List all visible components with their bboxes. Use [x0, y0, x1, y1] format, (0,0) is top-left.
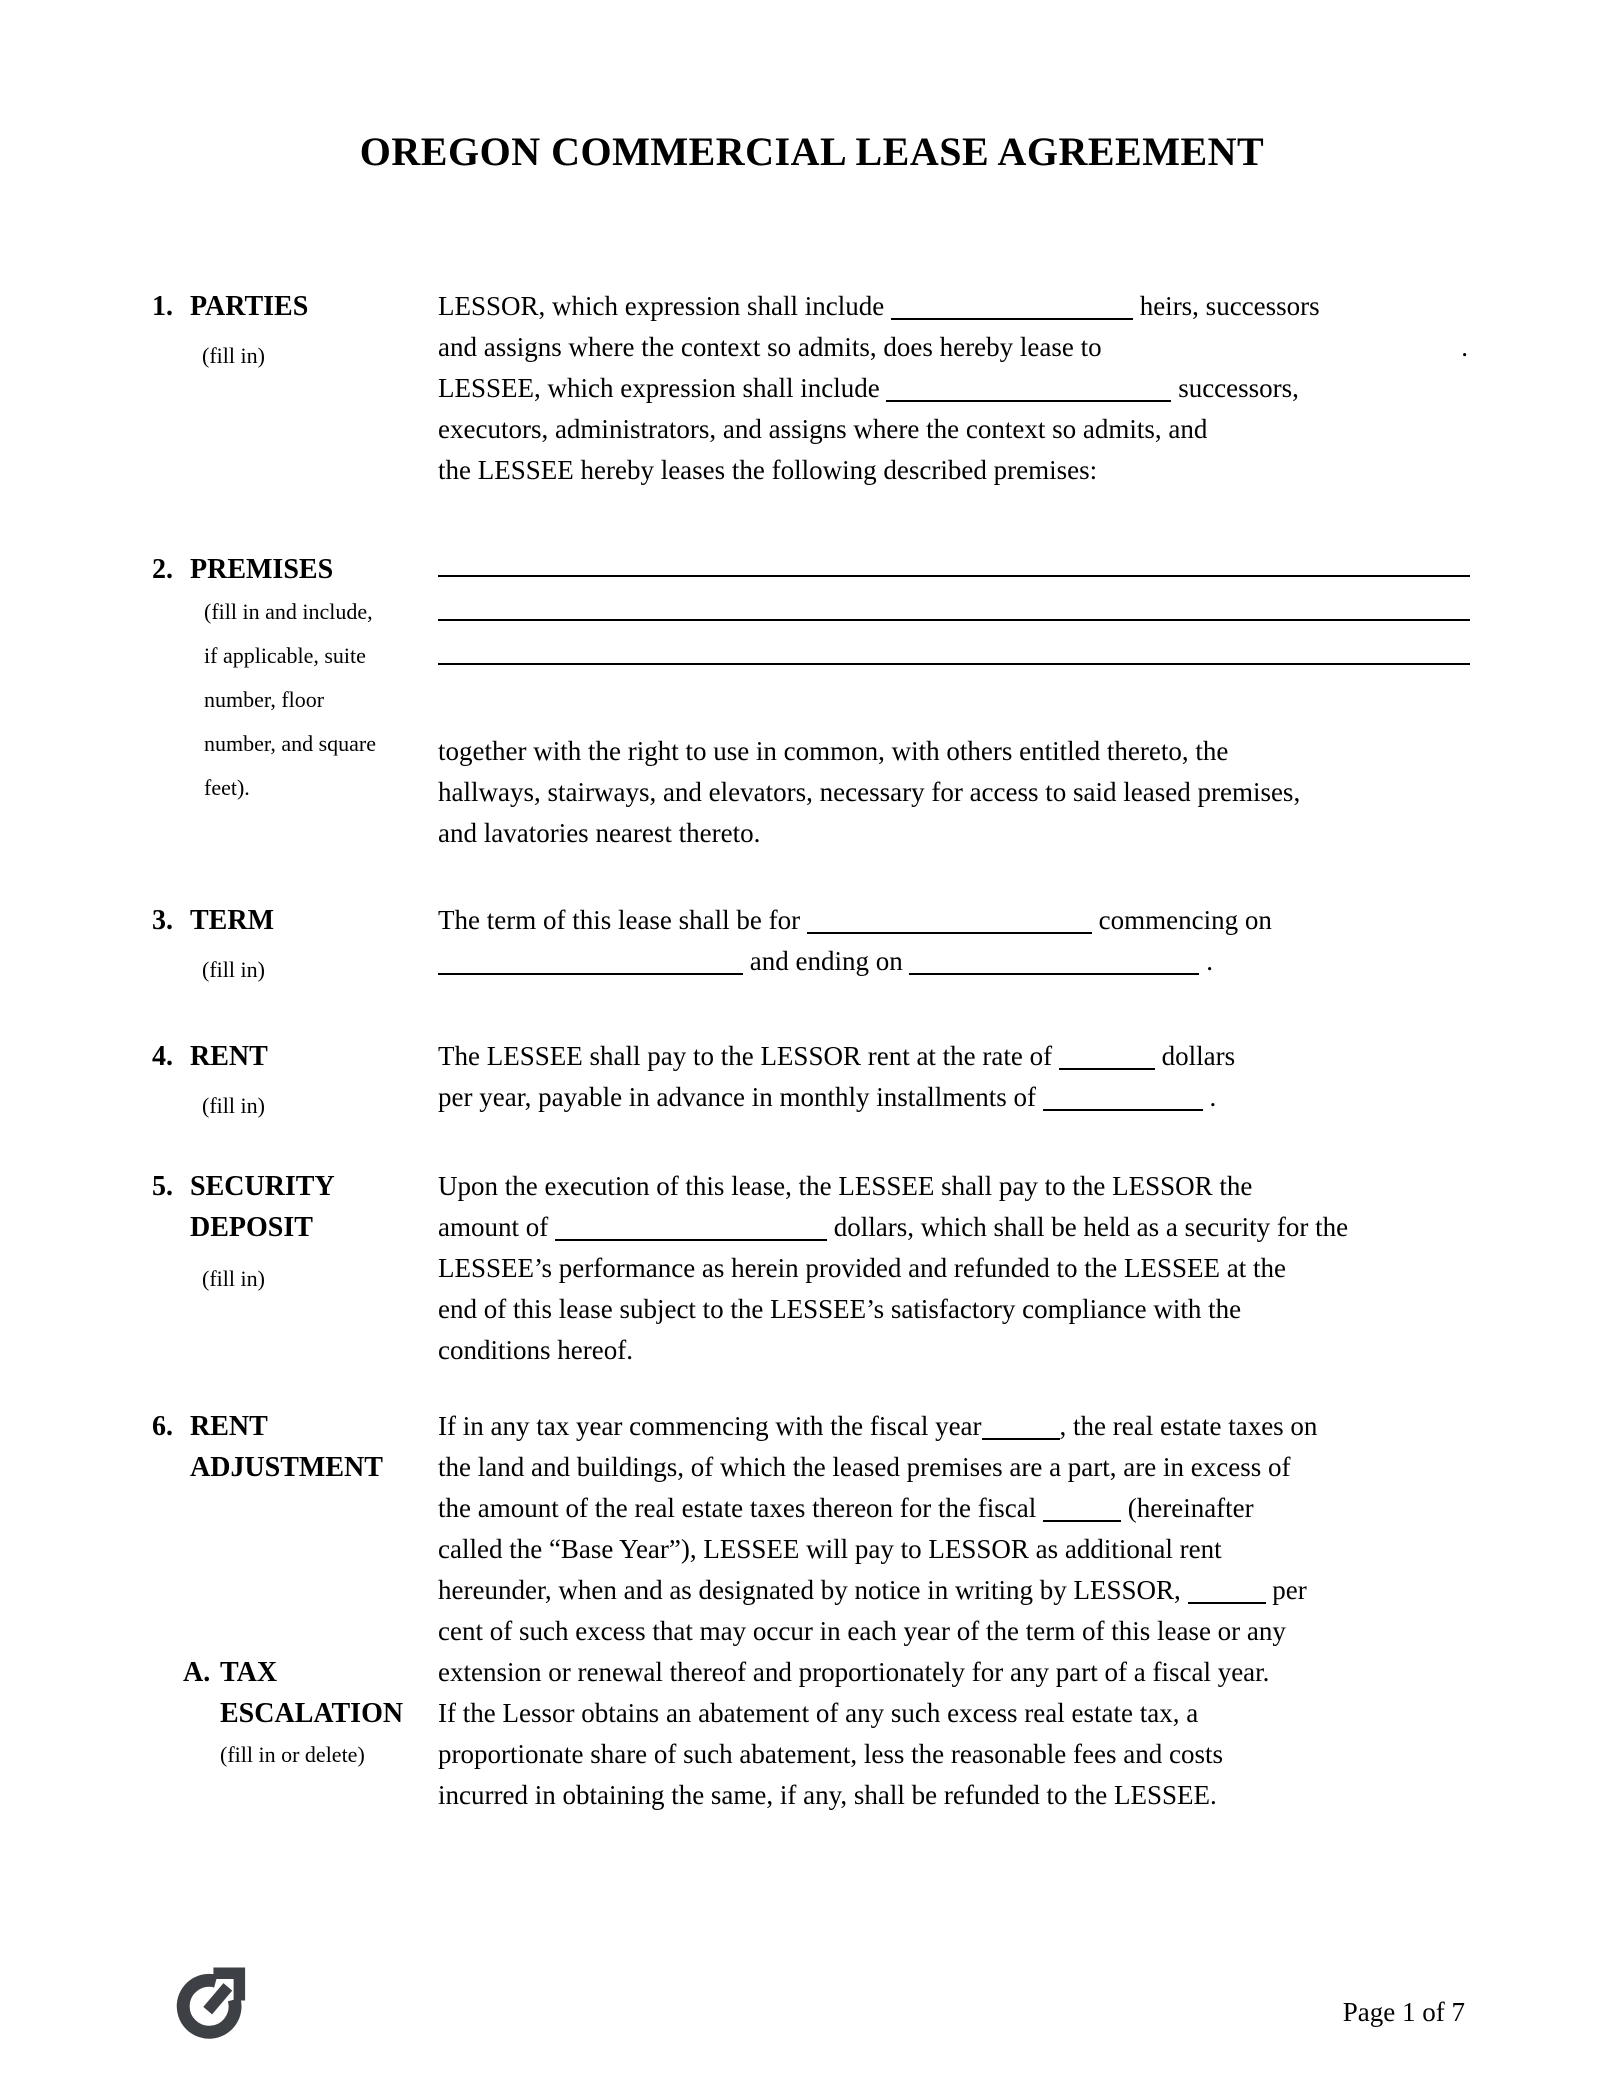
section-number: 6. [152, 1411, 173, 1442]
rent-l2a: per year, payable in advance in monthly installments of [438, 1082, 1036, 1112]
rent-adjustment-label [152, 1406, 438, 1775]
page-title: OREGON COMMERCIAL LEASE AGREEMENT [359, 129, 1265, 174]
text-line: the land and buildings, of which the leased premises are a part, are in excess of [438, 1452, 1291, 1482]
section-title [190, 1406, 383, 1488]
term-l2b: . [1206, 946, 1213, 976]
text-line: and lavatories nearest thereto. [438, 818, 761, 848]
section-title: PARTIES [190, 291, 309, 322]
premises-label [152, 549, 438, 810]
section-title-line: DEPOSIT [190, 1212, 313, 1243]
fill-blank-yearly-rate[interactable] [1059, 1064, 1155, 1070]
text-line: the LESSEE hereby leases the following described premises: [438, 455, 1098, 485]
tax-escalation-label [183, 1652, 438, 1775]
adj-l3b: (hereinafter [1127, 1493, 1254, 1523]
section-title [190, 1166, 335, 1248]
adj-l5b: per [1272, 1575, 1307, 1605]
term-l2a: and ending on [749, 946, 903, 976]
text-line: end of this lease subject to the LESSEE’s satisfactory compliance with the [438, 1294, 1242, 1324]
subsection-title-line: ESCALATION [220, 1698, 404, 1729]
fill-blank-term-length[interactable] [807, 928, 1092, 934]
subsection-title [220, 1652, 403, 1734]
adj-l3a: the amount of the real estate taxes thereon for the fiscal [438, 1493, 1037, 1523]
parties-l2b: . [1461, 332, 1468, 362]
text-line: If the Lessor obtains an abatement of any such excess real estate tax, a [438, 1698, 1199, 1728]
adj-l5a: hereunder, when and as designated by notice in writing by LESSOR, [438, 1575, 1181, 1605]
rent-l1a: The LESSEE shall pay to the LESSOR rent at the rate of [438, 1041, 1053, 1071]
document-content [152, 0, 1472, 1816]
fill-in-note: (fill in) [202, 957, 265, 982]
section-title-line: RENT [190, 1411, 268, 1442]
term-label [152, 900, 438, 990]
section-rent [152, 1036, 1472, 1126]
adj-l1a: If in any tax year commencing with the fiscal year [438, 1411, 982, 1441]
fill-in-note: (fill in) [202, 343, 265, 368]
security-deposit-heading [152, 1166, 438, 1248]
parties-l1b: heirs, successors [1139, 291, 1320, 321]
fill-blank-percent[interactable] [1188, 1598, 1266, 1604]
note-line: if applicable, suite [204, 643, 366, 668]
section-title: PREMISES [190, 554, 334, 585]
section-number: 3. [152, 905, 173, 936]
rent-l1b: dollars [1161, 1041, 1236, 1071]
rent-l2b: . [1209, 1082, 1217, 1112]
section-security-deposit [152, 1166, 1472, 1371]
note-line: number, floor [204, 687, 325, 712]
section-title-line: SECURITY [190, 1171, 335, 1202]
premises-fill-line-1[interactable] [438, 549, 1470, 577]
fill-blank-lessee-successors[interactable] [886, 396, 1171, 402]
fill-in-note [204, 590, 438, 810]
text-line [438, 1207, 1468, 1248]
fill-blank-deposit-amount[interactable] [555, 1235, 827, 1241]
text-line: executors, administrators, and assigns where the context so admits, and [438, 414, 1208, 444]
section-rent-adjustment [152, 1406, 1472, 1816]
parties-label [152, 286, 438, 376]
term-l1b: commencing on [1098, 905, 1272, 935]
text-line: extension or renewal thereof and proportionately for any part of a fiscal year. [438, 1657, 1270, 1687]
fill-blank-lessor-name[interactable] [891, 314, 1133, 320]
premises-paragraph [438, 731, 1468, 854]
text-line: Upon the execution of this lease, the LESSEE shall pay to the LESSOR the [438, 1171, 1253, 1201]
rent-adjustment-text [438, 1406, 1468, 1816]
text-line: conditions hereof. [438, 1335, 633, 1365]
term-heading [152, 900, 438, 941]
text-line: proportionate share of such abatement, less the reasonable fees and costs [438, 1739, 1223, 1769]
adj-l1b: , the real estate taxes on [1059, 1411, 1318, 1441]
rent-heading [152, 1036, 438, 1077]
parties-l3b: successors, [1178, 373, 1299, 403]
text-line [438, 1077, 1468, 1118]
security-deposit-label [152, 1166, 438, 1299]
security-l2a: amount of [438, 1212, 549, 1242]
premises-fill-line-3[interactable] [438, 621, 1470, 665]
section-number: 4. [152, 1041, 173, 1072]
subsection-letter: A. [183, 1657, 211, 1688]
section-number: 5. [152, 1171, 173, 1202]
fill-blank-lessee-name[interactable] [1102, 327, 1462, 368]
section-term [152, 900, 1472, 990]
premises-text [438, 549, 1468, 854]
rent-label [152, 1036, 438, 1126]
text-line: LESSEE’s performance as herein provided and refunded to the LESSEE at the [438, 1253, 1286, 1283]
tax-escalation-heading [183, 1652, 438, 1734]
section-title-line: ADJUSTMENT [190, 1452, 383, 1483]
premises-heading [152, 549, 438, 590]
text-line [438, 1036, 1468, 1077]
security-deposit-text [438, 1166, 1468, 1371]
fill-blank-monthly-installment[interactable] [1043, 1105, 1203, 1111]
fill-blank-base-fiscal-year[interactable] [1043, 1516, 1121, 1522]
section-parties [152, 286, 1472, 491]
rent-text [438, 1036, 1468, 1118]
text-line: together with the right to use in common, with others entitled thereto, the [438, 736, 1229, 766]
note-line: number, and square [204, 731, 377, 756]
fill-blank-fiscal-year[interactable] [982, 1434, 1060, 1440]
section-title: RENT [190, 1041, 268, 1072]
parties-text [438, 286, 1468, 491]
fill-blank-start-date[interactable] [438, 969, 743, 975]
section-number: 2. [152, 554, 173, 585]
text-line [438, 900, 1468, 941]
text-line [438, 1488, 1468, 1529]
parties-l3a: LESSEE, which expression shall include [438, 373, 880, 403]
section-number: 1. [152, 291, 173, 322]
page-number: Page 1 of 7 [1342, 1997, 1465, 2027]
parties-l2a: and assigns where the context so admits, does hereby lease to [438, 332, 1102, 362]
parties-heading [152, 286, 438, 327]
fill-in-or-delete-note: (fill in or delete) [220, 1742, 365, 1767]
text-line: incurred in obtaining the same, if any, shall be refunded to the LESSEE. [438, 1780, 1217, 1810]
text-line: hallways, stairways, and elevators, necessary for access to said leased premises, [438, 777, 1301, 807]
rent-adjustment-heading [152, 1406, 438, 1488]
fill-in-note: (fill in) [202, 1093, 265, 1118]
section-title: TERM [190, 905, 274, 936]
text-line [438, 1570, 1468, 1611]
text-line [438, 286, 1468, 327]
circular-arrow-logo-icon [176, 1964, 248, 2040]
parties-l1a: LESSOR, which expression shall include [438, 291, 885, 321]
term-l1a: The term of this lease shall be for [438, 905, 801, 935]
section-premises [152, 549, 1472, 854]
text-line: called the “Base Year”), LESSEE will pay to LESSOR as additional rent [438, 1534, 1222, 1564]
text-line [438, 1406, 1468, 1447]
premises-fill-line-2[interactable] [438, 577, 1470, 621]
note-line: (fill in and include, [204, 599, 373, 624]
fill-blank-end-date[interactable] [909, 969, 1199, 975]
text-line [438, 327, 1468, 368]
security-l2b: dollars, which shall be held as a security for the [833, 1212, 1349, 1242]
text-line: cent of such excess that may occur in each year of the term of this lease or any [438, 1616, 1286, 1646]
text-line [438, 941, 1468, 982]
subsection-title-line: TAX [220, 1657, 278, 1688]
fill-in-note: (fill in) [202, 1266, 265, 1291]
term-text [438, 900, 1468, 982]
text-line [438, 368, 1468, 409]
note-line: feet). [204, 775, 250, 800]
